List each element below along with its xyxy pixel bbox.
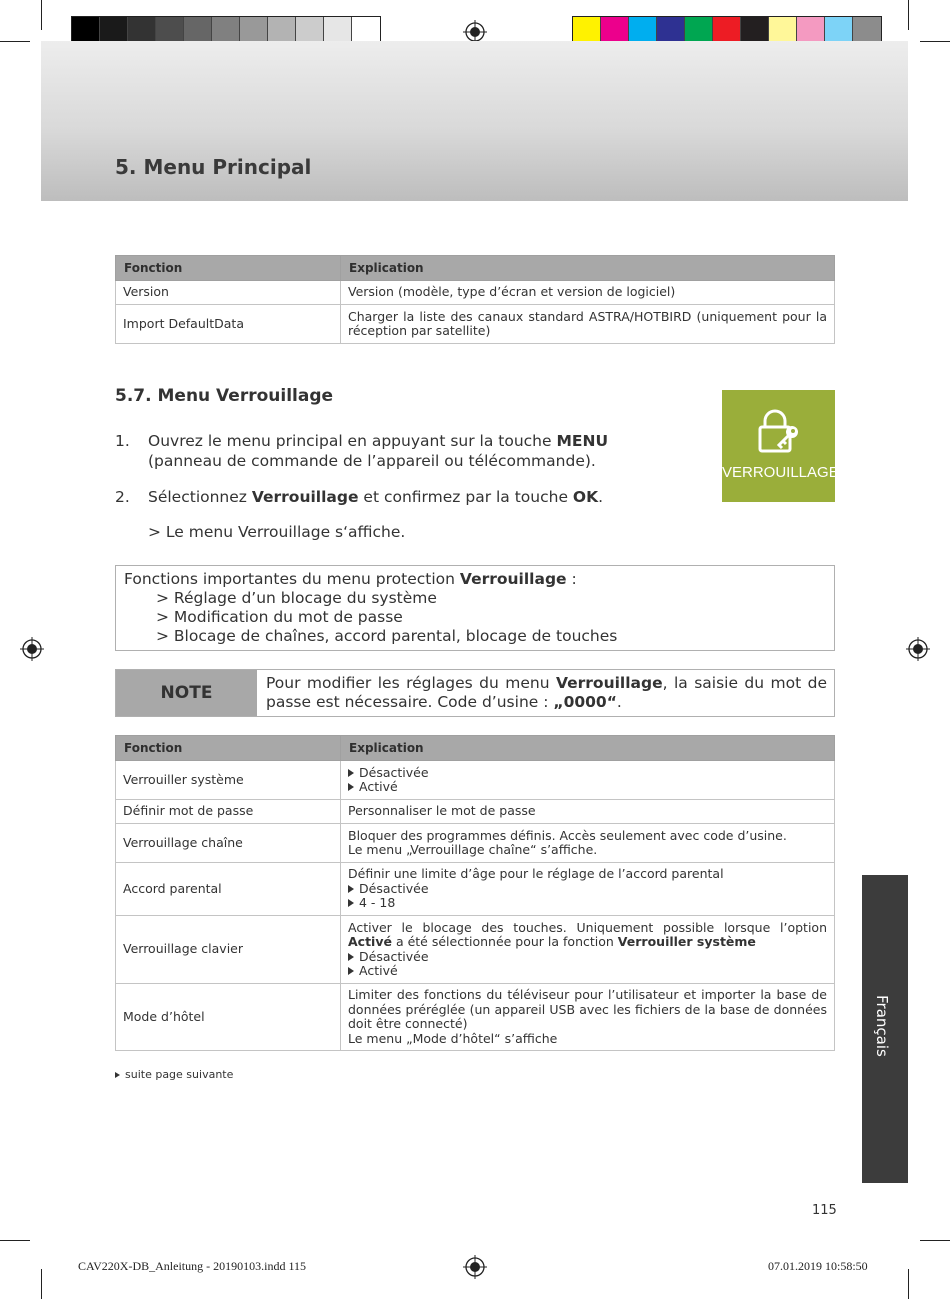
info-heading bbox=[124, 570, 577, 588]
table-cell bbox=[341, 824, 835, 863]
padlock-key-icon bbox=[755, 407, 803, 455]
table-row bbox=[116, 761, 835, 800]
option-item bbox=[348, 780, 827, 795]
triangle-bullet-icon bbox=[348, 953, 354, 961]
triangle-bullet-icon bbox=[348, 885, 354, 893]
cell-text: Activer le blocage des touches. Uniquement possible lorsque l’option bbox=[348, 919, 827, 935]
slug-file-info: CAV220X-DB_Anleitung - 20190103.indd 115 bbox=[78, 1259, 306, 1273]
table-cell: Import DefaultData bbox=[116, 305, 341, 344]
table-cell: Verrouillage clavier bbox=[116, 916, 341, 984]
option-item bbox=[348, 950, 827, 965]
table-row bbox=[116, 281, 835, 305]
step-text-part: Ouvrez le menu principal en appuyant sur la touche bbox=[148, 432, 557, 450]
cell-bold: Activé bbox=[348, 934, 392, 949]
table-row bbox=[116, 863, 835, 916]
cell-text: a été sélectionnée pour la fonction bbox=[391, 934, 618, 949]
continue-note bbox=[115, 1068, 233, 1081]
registration-mark-icon bbox=[463, 1255, 487, 1279]
triangle-bullet-icon bbox=[348, 783, 354, 791]
table-cell: Verrouillage chaîne bbox=[116, 824, 341, 863]
step-text bbox=[148, 431, 685, 471]
step-number: 2. bbox=[115, 488, 130, 506]
option-label: Activé bbox=[359, 963, 398, 978]
table-header-row bbox=[116, 256, 835, 281]
table-row bbox=[116, 916, 835, 984]
triangle-bullet-icon bbox=[348, 769, 354, 777]
cell-bold: Verrouiller système bbox=[617, 934, 756, 949]
continue-text: suite page suivante bbox=[125, 1068, 234, 1081]
option-label: Désactivée bbox=[359, 880, 429, 896]
step-number: 1. bbox=[115, 432, 130, 450]
cell-line: Le menu „Verrouillage chaîne“ s’affiche. bbox=[348, 842, 598, 857]
key-name-menu: MENU bbox=[556, 432, 609, 450]
important-functions-box bbox=[115, 565, 835, 651]
info-text: : bbox=[566, 570, 577, 588]
column-header-explanation: Explication bbox=[341, 736, 835, 761]
table-row bbox=[116, 824, 835, 863]
step-text-part: et confirmez par la touche bbox=[358, 488, 573, 506]
table-row bbox=[116, 984, 835, 1051]
note-bold: Verrouillage bbox=[555, 674, 663, 692]
info-item: > Blocage de chaînes, accord parental, blocage de touches bbox=[156, 627, 618, 645]
info-item: > Réglage d’un blocage du système bbox=[156, 589, 437, 607]
option-label: 4 - 18 bbox=[359, 895, 396, 911]
option-label: Désactivée bbox=[359, 948, 429, 964]
page-title: 5. Menu Principal bbox=[115, 155, 312, 179]
option-label: Désactivée bbox=[359, 764, 429, 780]
option-label: Activé bbox=[359, 779, 398, 794]
registration-mark-icon bbox=[906, 637, 930, 661]
note-text: , la saisie du mot de passe est nécessaire. Code d’usine : bbox=[266, 674, 827, 711]
info-bold: Verrouillage bbox=[459, 570, 567, 588]
registration-mark-icon bbox=[20, 637, 44, 661]
triangle-bullet-icon bbox=[348, 899, 354, 907]
table-cell: Charger la liste des canaux standard ASTRA/HOTBIRD (uniquement pour la réception par satellite) bbox=[341, 305, 835, 344]
instruction-step-2 bbox=[115, 487, 685, 507]
table-cell: Définir mot de passe bbox=[116, 800, 341, 824]
slug-date-time: 07.01.2019 10:58:50 bbox=[768, 1259, 868, 1273]
column-header-function: Fonction bbox=[116, 256, 341, 281]
info-item: > Modification du mot de passe bbox=[156, 608, 403, 626]
note-box bbox=[115, 669, 835, 717]
option-item bbox=[348, 766, 827, 781]
option-item bbox=[348, 964, 827, 979]
tile-label: VERROUILLAGE bbox=[722, 464, 839, 481]
step-text bbox=[148, 487, 685, 507]
table-row bbox=[116, 305, 835, 344]
step-text-part: (panneau de commande de l’appareil ou télécommande). bbox=[148, 452, 596, 470]
table-cell: Version (modèle, type d’écran et version de logiciel) bbox=[341, 281, 835, 305]
note-text: Pour modifier les réglages du menu bbox=[266, 674, 556, 692]
factory-code: „0000“ bbox=[553, 693, 617, 711]
step-text-part: Sélectionnez bbox=[148, 488, 252, 506]
option-item bbox=[348, 882, 827, 897]
verrouillage-menu-tile bbox=[722, 390, 839, 502]
cell-line: Bloquer des programmes définis. Accès seulement avec code d’usine. bbox=[348, 827, 787, 843]
function-table-verrouillage bbox=[115, 735, 835, 1051]
cell-line: Définir une limite d’âge pour le réglage de l’accord parental bbox=[348, 866, 724, 882]
table-cell: Verrouiller système bbox=[116, 761, 341, 800]
cell-line bbox=[348, 921, 827, 950]
note-label: NOTE bbox=[116, 670, 257, 716]
table-cell bbox=[341, 984, 835, 1051]
table-cell bbox=[341, 863, 835, 916]
instruction-step-1 bbox=[115, 431, 685, 471]
table-header-row bbox=[116, 736, 835, 761]
step-result: > Le menu Verrouillage s‘affiche. bbox=[148, 523, 406, 541]
table-cell: Version bbox=[116, 281, 341, 305]
column-header-function: Fonction bbox=[116, 736, 341, 761]
note-message bbox=[266, 674, 827, 712]
function-table-version bbox=[115, 255, 835, 344]
info-text: Fonctions importantes du menu protection bbox=[124, 570, 460, 588]
cell-line: Limiter des fonctions du téléviseur pour l’utilisateur et importer la base de données préréglée (un appareil USB avec les fichiers de la base de données doit être connecté) bbox=[348, 987, 827, 1031]
table-cell: Personnaliser le mot de passe bbox=[341, 800, 835, 824]
triangle-bullet-icon bbox=[348, 967, 354, 975]
table-cell: Mode d’hôtel bbox=[116, 984, 341, 1051]
cell-line: Le menu „Mode d’hôtel“ s’affiche bbox=[348, 1030, 558, 1046]
table-cell: Accord parental bbox=[116, 863, 341, 916]
key-name-ok: OK bbox=[572, 488, 599, 506]
step-text-part: . bbox=[598, 488, 604, 506]
table-cell bbox=[341, 761, 835, 800]
table-row bbox=[116, 800, 835, 824]
option-item bbox=[348, 896, 827, 911]
table-cell bbox=[341, 916, 835, 984]
triangle-bullet-icon bbox=[115, 1072, 120, 1078]
section-title: 5.7. Menu Verrouillage bbox=[115, 386, 334, 406]
menu-name-verrouillage: Verrouillage bbox=[251, 488, 359, 506]
page-number: 115 bbox=[812, 1203, 837, 1218]
note-text: . bbox=[616, 693, 622, 711]
language-label: Français bbox=[873, 995, 891, 1057]
column-header-explanation: Explication bbox=[341, 256, 835, 281]
language-tab bbox=[862, 875, 908, 1183]
